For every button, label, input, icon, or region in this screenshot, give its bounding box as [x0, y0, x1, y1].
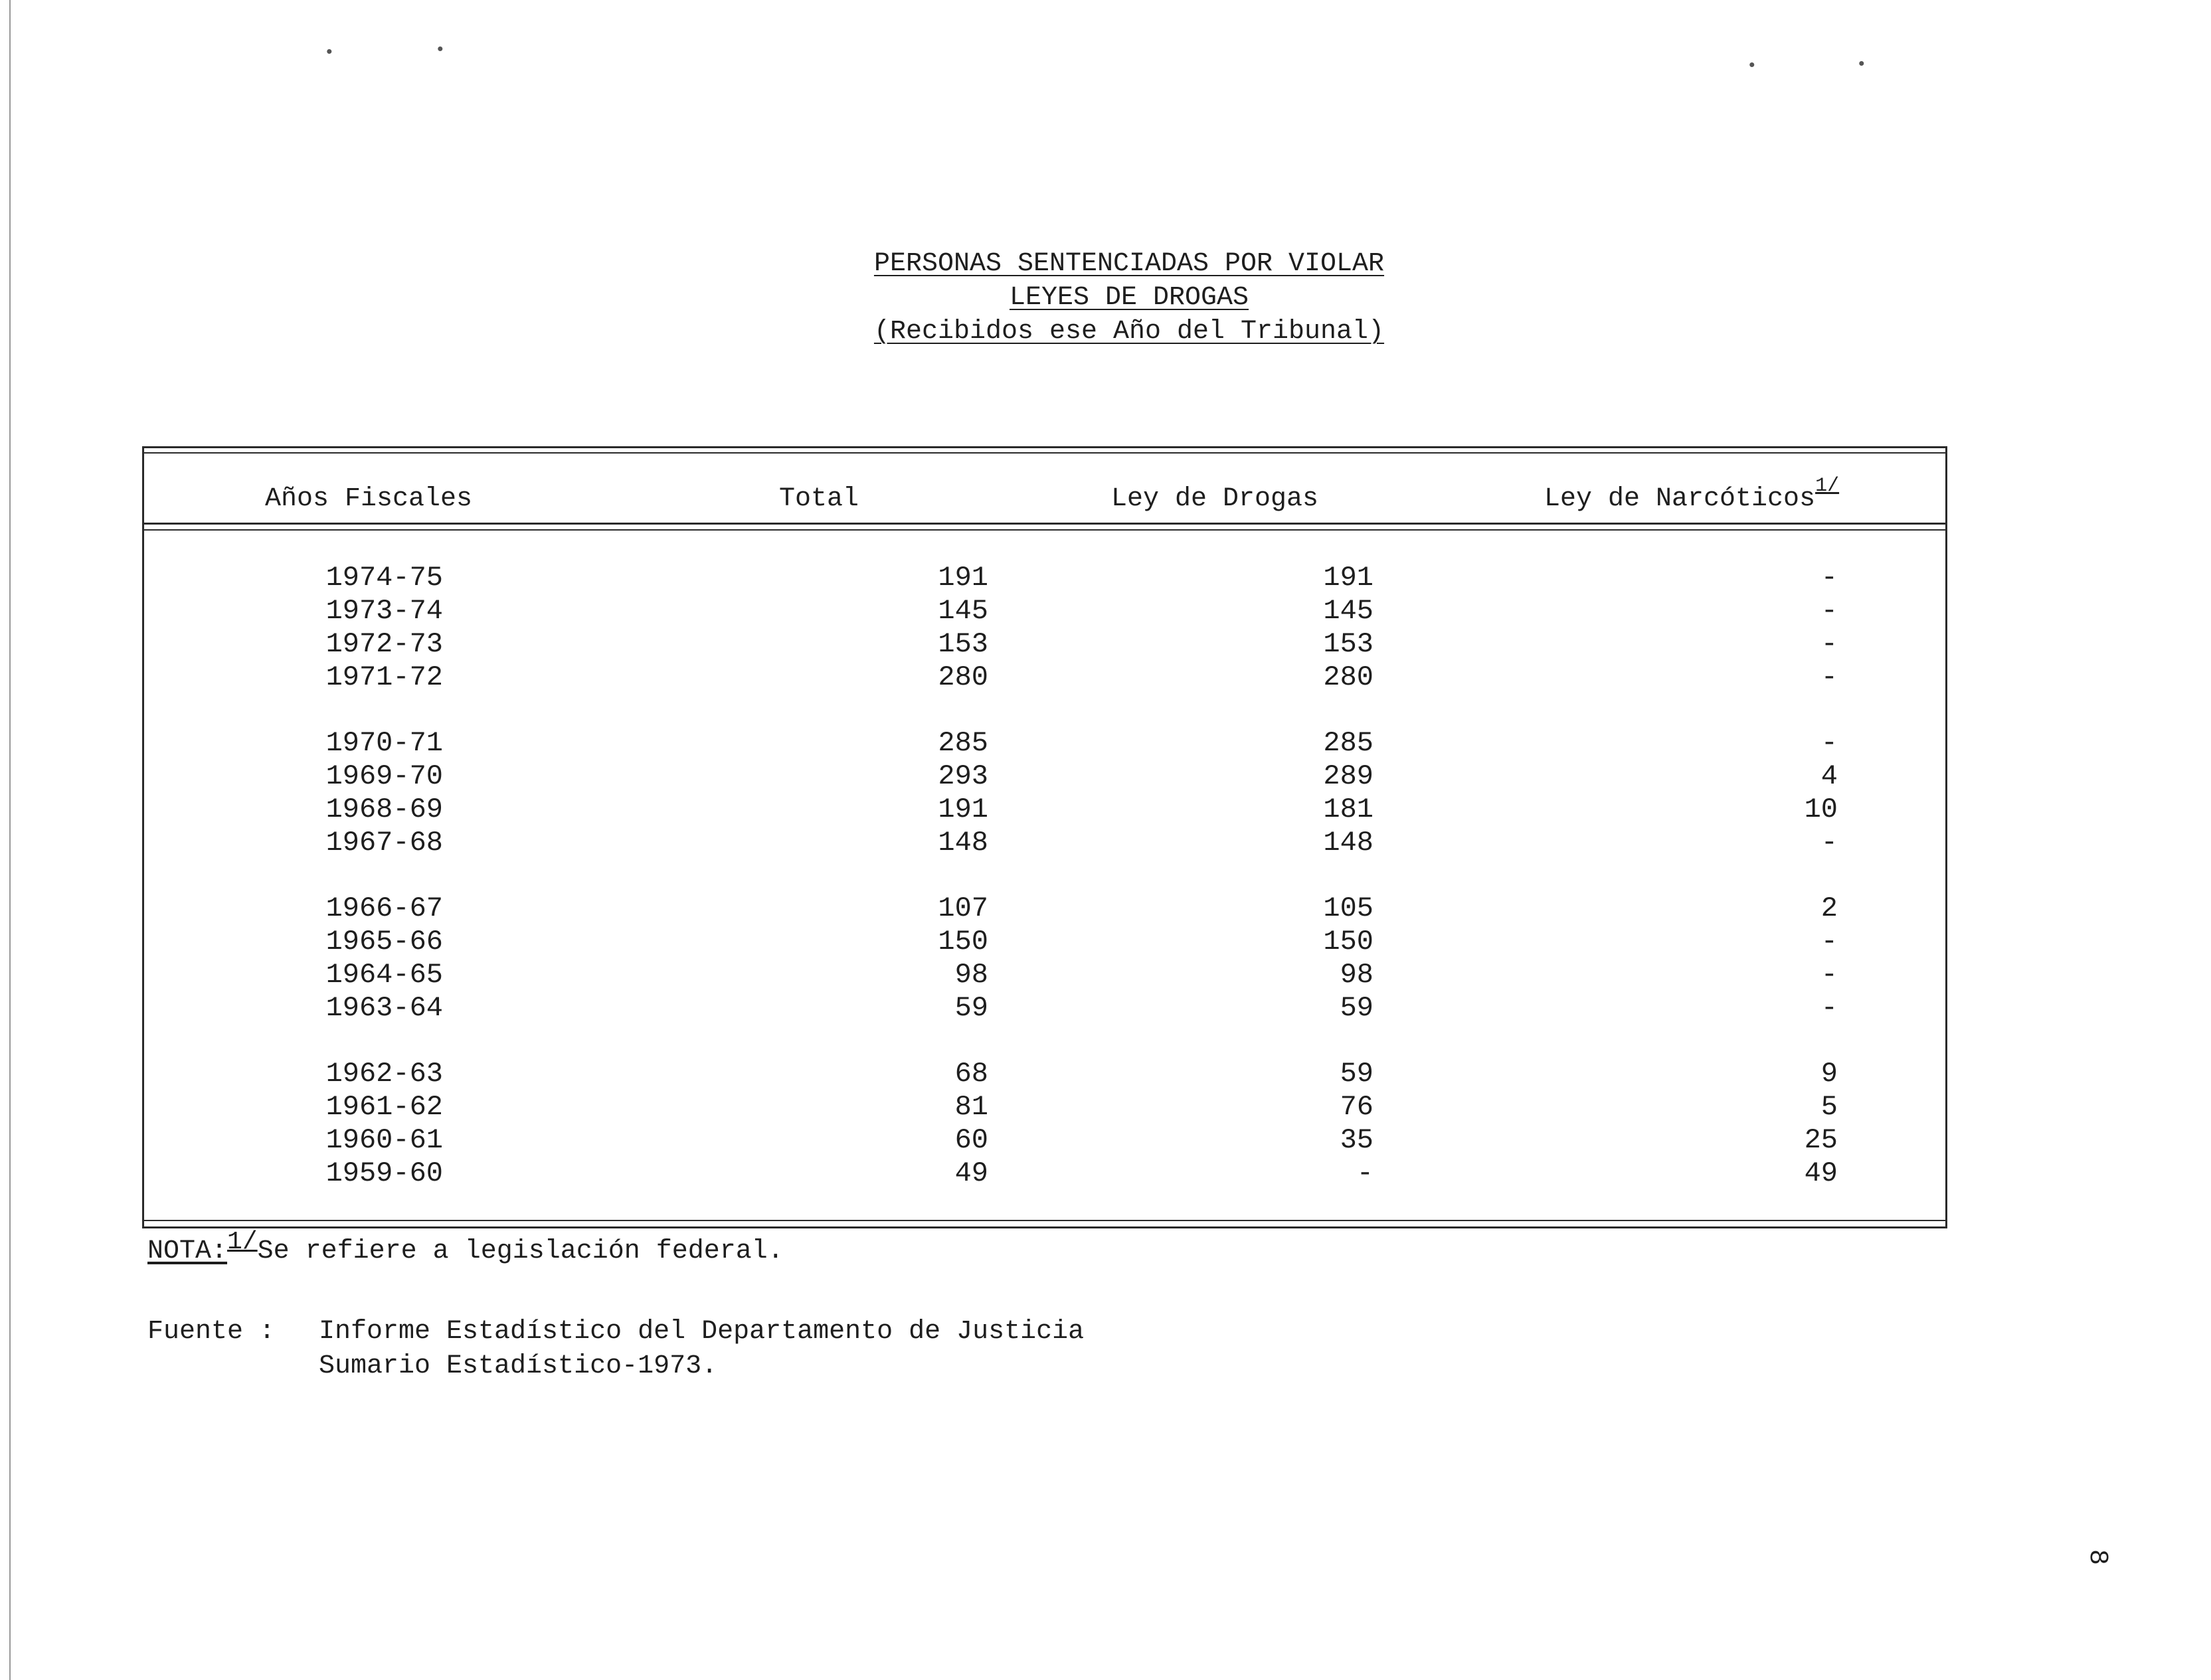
footnote-marker: 1/: [1815, 475, 1840, 497]
cell-total: 150: [938, 926, 988, 958]
cell-year: 1968-69: [325, 794, 443, 825]
scan-speck: •: [435, 40, 446, 60]
cell-year: 1971-72: [325, 661, 443, 693]
cell-total: 59: [954, 992, 988, 1024]
table-row: [144, 661, 1945, 694]
table-bottom-rule: [142, 1220, 1947, 1221]
title-line-3: (Recibidos ese Año del Tribunal): [873, 317, 1385, 347]
table-row: [144, 726, 1945, 760]
cell-narcoticos: 49: [1804, 1157, 1838, 1189]
table-row: [144, 793, 1945, 826]
cell-total: 107: [938, 892, 988, 924]
table-row: [144, 760, 1945, 793]
table-row: [144, 1090, 1945, 1124]
cell-narcoticos: 10: [1804, 794, 1838, 825]
cell-drogas: 145: [1323, 595, 1373, 627]
cell-year: 1966-67: [325, 892, 443, 924]
header-narcoticos: [1544, 475, 1840, 517]
cell-narcoticos: 5: [1820, 1091, 1838, 1123]
scan-speck: •: [1747, 56, 1757, 76]
cell-year: 1967-68: [325, 827, 443, 859]
table-row: [144, 826, 1945, 859]
table-row: [144, 958, 1945, 991]
cell-year: 1961-62: [325, 1091, 443, 1123]
footnote: [147, 1228, 784, 1268]
page-number: 8: [2082, 1549, 2113, 1566]
table-row: [144, 594, 1945, 628]
table-row: [144, 1057, 1945, 1090]
cell-drogas: 181: [1323, 794, 1373, 825]
cell-total: 191: [938, 794, 988, 825]
cell-narcoticos: 9: [1820, 1058, 1838, 1090]
table-row: [144, 561, 1945, 594]
cell-year: 1959-60: [325, 1157, 443, 1189]
cell-narcoticos: -: [1820, 595, 1838, 627]
scan-speck: •: [324, 42, 335, 62]
title-line-2: LEYES DE DROGAS: [1009, 283, 1249, 313]
scan-speck: •: [1856, 54, 1867, 74]
cell-drogas: 59: [1340, 1058, 1373, 1090]
cell-year: 1965-66: [325, 926, 443, 958]
cell-total: 153: [938, 628, 988, 660]
cell-narcoticos: 25: [1804, 1124, 1838, 1156]
page-title: [830, 247, 1428, 349]
header-rule: [142, 529, 1947, 531]
cell-narcoticos: 2: [1820, 892, 1838, 924]
source-label: Fuente :: [147, 1317, 276, 1347]
source-line-2: Sumario Estadístico-1973.: [319, 1351, 718, 1381]
table-row: [144, 1157, 1945, 1190]
row-group: [144, 726, 1945, 859]
cell-year: 1969-70: [325, 760, 443, 792]
cell-narcoticos: -: [1820, 628, 1838, 660]
cell-drogas: -: [1356, 1157, 1373, 1189]
cell-drogas: 191: [1323, 562, 1373, 594]
cell-narcoticos: -: [1820, 959, 1838, 991]
cell-total: 81: [954, 1091, 988, 1123]
table-row: [144, 628, 1945, 661]
cell-total: 280: [938, 661, 988, 693]
cell-narcoticos: -: [1820, 992, 1838, 1024]
cell-total: 191: [938, 562, 988, 594]
note-text: Se refiere a legislación federal.: [257, 1236, 784, 1266]
cell-drogas: 150: [1323, 926, 1373, 958]
cell-narcoticos: 4: [1820, 760, 1838, 792]
cell-year: 1972-73: [325, 628, 443, 660]
sentences-table: [142, 446, 1947, 1228]
row-group: [144, 561, 1945, 694]
cell-year: 1960-61: [325, 1124, 443, 1156]
header-years: Años Fiscales: [265, 484, 473, 514]
table-row: [144, 925, 1945, 958]
cell-drogas: 285: [1323, 727, 1373, 759]
cell-narcoticos: -: [1820, 926, 1838, 958]
source-text: [319, 1315, 1084, 1384]
cell-year: 1962-63: [325, 1058, 443, 1090]
cell-year: 1970-71: [325, 727, 443, 759]
header-narcoticos-label: Ley de Narcóticos: [1544, 484, 1816, 514]
cell-narcoticos: -: [1820, 562, 1838, 594]
cell-narcoticos: -: [1820, 827, 1838, 859]
title-line-1: PERSONAS SENTENCIADAS POR VIOLAR: [873, 249, 1385, 279]
table-row: [144, 991, 1945, 1025]
row-group: [144, 892, 1945, 1025]
source-line-1: Informe Estadístico del Departamento de Justicia: [319, 1317, 1085, 1347]
cell-total: 49: [954, 1157, 988, 1189]
cell-drogas: 98: [1340, 959, 1373, 991]
header-drogas: Ley de Drogas: [1111, 484, 1319, 514]
note-label: NOTA:: [147, 1236, 228, 1266]
cell-drogas: 153: [1323, 628, 1373, 660]
cell-year: 1973-74: [325, 595, 443, 627]
table-row: [144, 1124, 1945, 1157]
note-marker: 1/: [227, 1228, 258, 1256]
cell-total: 293: [938, 760, 988, 792]
cell-total: 60: [954, 1124, 988, 1156]
row-group: [144, 1057, 1945, 1190]
cell-drogas: 35: [1340, 1124, 1373, 1156]
cell-total: 98: [954, 959, 988, 991]
cell-drogas: 280: [1323, 661, 1373, 693]
cell-narcoticos: -: [1820, 661, 1838, 693]
cell-year: 1963-64: [325, 992, 443, 1024]
header-rule: [142, 523, 1947, 525]
table-row: [144, 892, 1945, 925]
cell-drogas: 148: [1323, 827, 1373, 859]
cell-drogas: 59: [1340, 992, 1373, 1024]
cell-year: 1974-75: [325, 562, 443, 594]
cell-total: 148: [938, 827, 988, 859]
header-total: Total: [779, 484, 859, 514]
cell-total: 285: [938, 727, 988, 759]
cell-total: 68: [954, 1058, 988, 1090]
cell-narcoticos: -: [1820, 727, 1838, 759]
cell-drogas: 105: [1323, 892, 1373, 924]
cell-total: 145: [938, 595, 988, 627]
table-body: [144, 561, 1945, 1222]
page-edge: [9, 0, 11, 1680]
cell-drogas: 289: [1323, 760, 1373, 792]
cell-year: 1964-65: [325, 959, 443, 991]
cell-drogas: 76: [1340, 1091, 1373, 1123]
